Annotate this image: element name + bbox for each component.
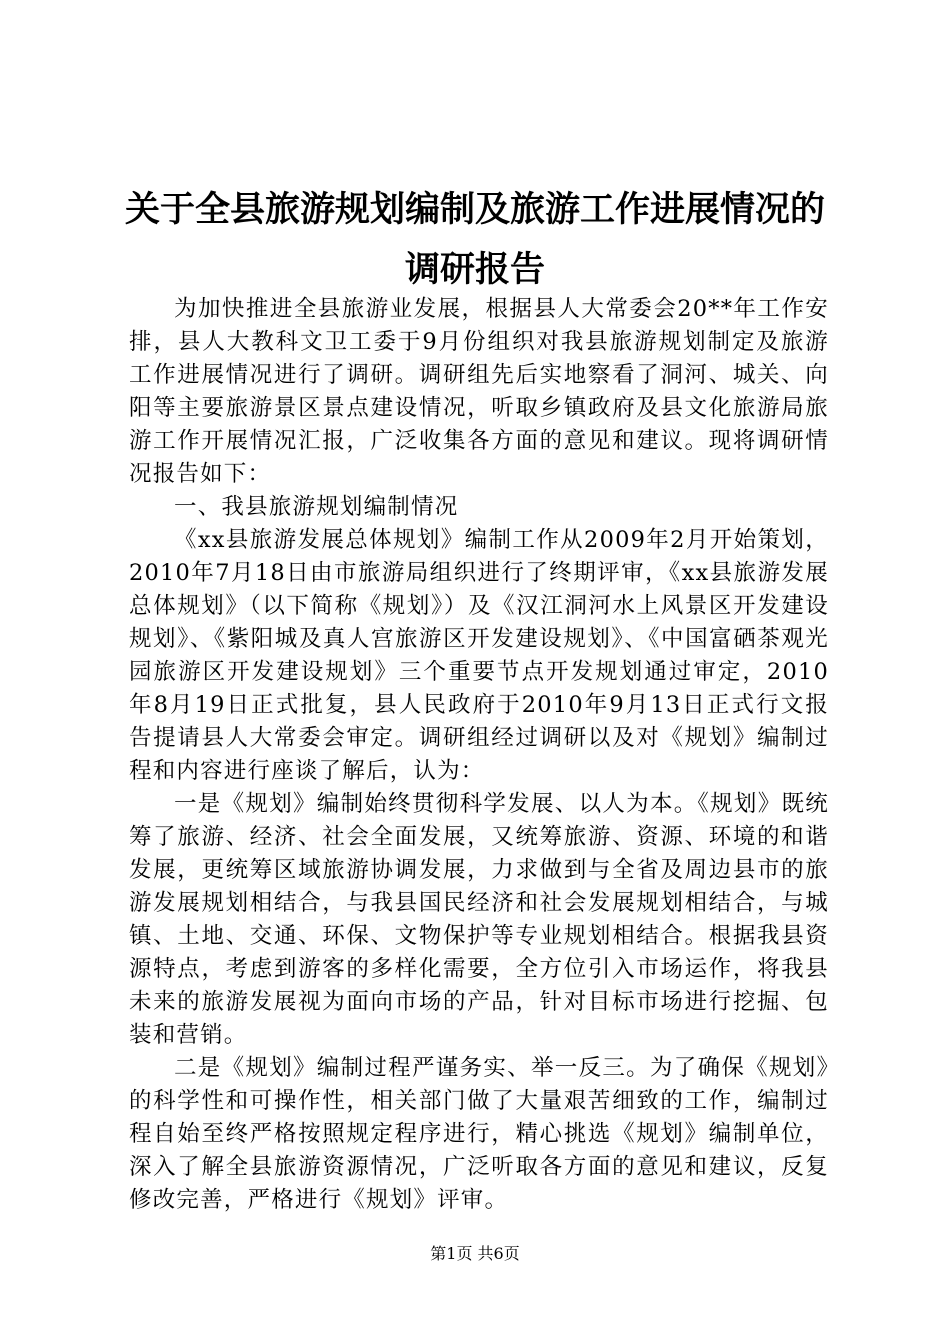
intro-paragraph: 为加快推进全县旅游业发展，根据县人大常委会20**年工作安排，县人大教科文卫工委于9月份组织对我县旅游规划制定及旅游工作进展情况进行了调研。调研组先后实地察看了洞河、城关、向阳等主要旅游景区景点建设情况，听取乡镇政府及县文化旅游局旅游工作开展情况汇报，广泛收集各方面的意见和建议。现将调研情况报告如下： <box>129 296 829 487</box>
page-number-footer: 第1页 共6页 <box>430 1244 520 1263</box>
document-body <box>129 293 829 1217</box>
section-paragraph: 《xx县旅游发展总体规划》编制工作从2009年2月开始策划，2010年7月18日由市旅游局组织进行了终期评审，《xx县旅游发展总体规划》（以下简称《规划》）及《汉江洞河水上风景区开发建设规划》、《紫阳城及真人宫旅游区开发建设规划》、《中国富硒茶观光园旅游区开发建设规划》三个重要节点开发规划通过审定，2010年8月19日正式批复，县人民政府于2010年9月13日正式行文报告提请县人大常委会审定。调研组经过调研以及对《规划》编制过程和内容进行座谈了解后，认为： <box>129 527 829 784</box>
document-title-line-2: 调研报告 <box>404 250 545 290</box>
point-two-paragraph: 二是《规划》编制过程严谨务实、举一反三。为了确保《规划》的科学性和可操作性，相关部门做了大量艰苦细致的工作，编制过程自始至终严格按照规定程序进行，精心挑选《规划》编制单位，深入了解全县旅游资源情况，广泛听取各方面的意见和建议，反复修改完善，严格进行《规划》评审。 <box>129 1055 829 1213</box>
document-title-line-1: 关于全县旅游规划编制及旅游工作进展情况的 <box>124 190 825 230</box>
point-one-paragraph: 一是《规划》编制始终贯彻科学发展、以人为本。《规划》既统筹了旅游、经济、社会全面发展，又统筹旅游、资源、环境的和谐发展，更统筹区域旅游协调发展，力求做到与全省及周边县市的旅游发展规划相结合，与我县国民经济和社会发展规划相结合，与城镇、土地、交通、环保、文物保护等专业规划相结合。根据我县资源特点，考虑到游客的多样化需要，全方位引入市场运作，将我县未来的旅游发展视为面向市场的产品，针对目标市场进行挖掘、包装和营销。 <box>129 791 829 1048</box>
section-heading: 一、我县旅游规划编制情况 <box>174 494 459 520</box>
